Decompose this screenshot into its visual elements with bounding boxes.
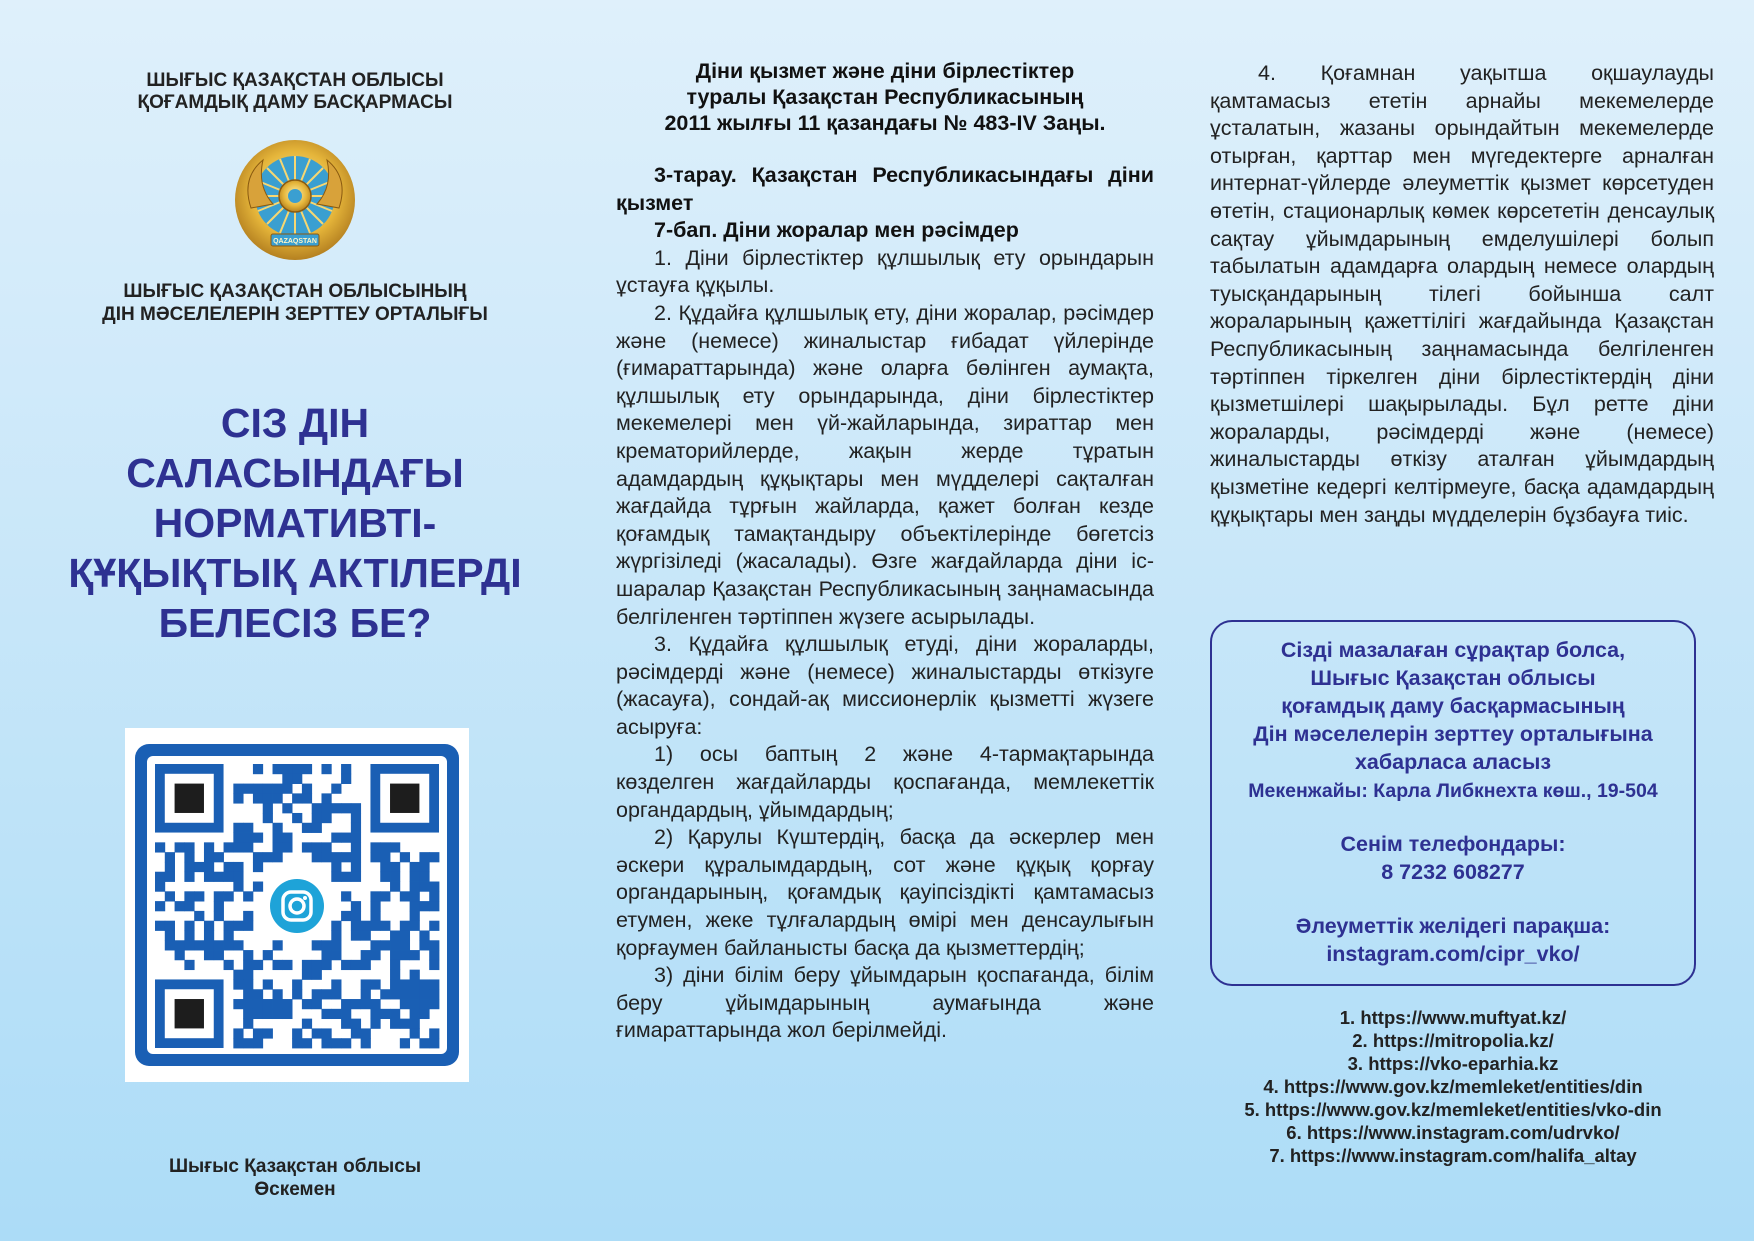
org-header-line-1: ШЫҒЫС ҚАЗАҚСТАН ОБЛЫСЫ xyxy=(146,70,444,91)
headline-line-1: СІЗ ДІН xyxy=(220,400,370,446)
headline-line-4: ҚҰҚЫҚТЫҚ АКТІЛЕРДІ xyxy=(68,550,522,596)
law-subitem-3: 3) діни білім беру ұйымдарын қоспағанда, білім беру ұйымдарының аумағында және ғимараттарында жол берілмейді. xyxy=(616,963,1154,1043)
law-paragraph-2: 2. Құдайға құлшылық ету, діни жоралар, рәсімдер және (немесе) жиналыстар ғибадат үйлерінде (ғимараттарында) және оларға бөлінген аумақта, құлшылық ету орындарында, діни бірлестіктер мекемелері мен үй-жайларында, зираттар мен крематорийлерде, жақын жерде тұратын адамдардың құқықтары мен мүдделері сақталған жағдайда тұрғын жайларда, қажет болған кезде қоғамдық тамақтандыру объектілерінде бөгетсіз жүргізіледі (жасалады). Өзге жағдайларда діни іс-шаралар Қазақстан Республикасының заңнамасында белгіленген тәртіппен жүзеге асырылады. xyxy=(616,300,1154,629)
link-item[interactable]: 6. https://www.instagram.com/udrvko/ xyxy=(1286,1122,1620,1143)
contact-address: Мекенжайы: Карла Либкнехта көш., 19-504 xyxy=(1248,780,1658,802)
article-heading: 7-бап. Діни жоралар мен рәсімдер xyxy=(654,218,1019,243)
instagram-icon xyxy=(270,879,324,933)
social-label: Әлеуметтік желідегі парақша: xyxy=(1295,914,1611,938)
law-title-line-1: Діни қызмет және діни бірлестіктер xyxy=(695,59,1075,83)
law-title xyxy=(616,58,1154,136)
law-paragraph-3: 3. Құдайға құлшылық етуді, діни жораларды, рәсімдерді және (немесе) жиналыстарды өткізуге (жасауға), сондай-ақ миссионерлік қызметті жүзеге асыруға: xyxy=(616,632,1154,739)
center-title-line-2: ДІН МӘСЕЛЕЛЕРІН ЗЕРТТЕУ ОРТАЛЫҒЫ xyxy=(102,304,488,325)
headline-line-3: НОРМАТИВТІ- xyxy=(153,500,437,546)
headline-line-5: БЕЛЕСІЗ БЕ? xyxy=(158,600,432,646)
phone-number[interactable]: 8 7232 608277 xyxy=(1381,860,1525,884)
phone-label: Сенім телефондары: xyxy=(1340,832,1566,856)
emblem-text: QAZAQSTAN xyxy=(273,238,317,245)
headline-line-2: САЛАСЫНДАҒЫ xyxy=(126,450,464,496)
left-panel xyxy=(40,0,550,1241)
contact-lead-line-5: хабарласа аласыз xyxy=(1354,750,1552,774)
right-panel xyxy=(1210,60,1714,1166)
organization-header xyxy=(40,70,550,114)
headline xyxy=(40,398,550,648)
law-paragraph-4: 4. Қоғамнан уақытша оқшаулауды қамтамасыз ететін арнайы мекемелерде ұсталатын, жазаны орындайтын мекемелерде отырған, қарттар мен мүгедектерге арналған интернат-үйлерде әлеуметтік қызмет көрсетуден өтетін, стационарлық көмек көрсететін денсаулық сақтау ұйымдарының емделушілері болып табылатын адамдарға олардың немесе олардың туысқандарының тілегі бойынша салт жораларының қажеттілігі жағдайында Қазақстан Республикасының заңнамасында белгіленген тәртіппен тіркелген діни бірлестіктердің діни қызметшілері шақырылады. Бұл ретте діни жораларды, рәсімдерді және (немесе) жиналыстарды өткізу аталған ұйымдардың қызметіне кедергі келтірмеуге, басқа адамдардың құқықтары мен заңды мүдделерін бұзбауға тиіс. xyxy=(1210,61,1714,527)
link-item[interactable]: 5. https://www.gov.kz/memleket/entities/vko-din xyxy=(1244,1099,1662,1120)
link-item[interactable]: 7. https://www.instagram.com/halifa_altay xyxy=(1269,1145,1637,1166)
instagram-link[interactable]: instagram.com/cipr_vko/ xyxy=(1326,942,1580,966)
qr-code-icon[interactable] xyxy=(125,728,469,1082)
contact-lead-line-2: Шығыс Қазақстан облысы xyxy=(1310,666,1596,690)
law-subitem-2: 2) Қарулы Күштердің, басқа да әскерлер мен әскери құралымдардың, сот және құқық қорғау органдарының, қоғамдық қауіпсіздікті қамтамасыз етумен, жеке тұлғалардың өмірі мен денсаулығын қорғаумен байланысты басқа да қызметтердің; xyxy=(616,825,1154,960)
footer-location xyxy=(40,1155,550,1201)
law-text-panel xyxy=(616,58,1154,1045)
center-title xyxy=(40,280,550,326)
footer-city-name: Өскемен xyxy=(254,1179,336,1200)
footer-region: Шығыс Қазақстан облысы xyxy=(168,1156,422,1177)
link-item[interactable]: 4. https://www.gov.kz/memleket/entities/din xyxy=(1263,1076,1643,1097)
law-title-line-2: туралы Қазақстан Республикасының xyxy=(686,85,1084,109)
center-title-line-1: ШЫҒЫС ҚАЗАҚСТАН ОБЛЫСЫНЫҢ xyxy=(123,281,467,302)
contact-lead-line-3: қоғамдық даму басқармасының xyxy=(1281,694,1625,718)
link-item[interactable]: 3. https://vko-eparhia.kz xyxy=(1347,1053,1559,1074)
link-item[interactable]: 2. https://mitropolia.kz/ xyxy=(1352,1030,1554,1051)
org-header-line-2: ҚОҒАМДЫҚ ДАМУ БАСҚАРМАСЫ xyxy=(137,92,453,113)
contact-box xyxy=(1210,620,1696,986)
link-item[interactable]: 1. https://www.muftyat.kz/ xyxy=(1339,1007,1567,1028)
kazakhstan-emblem-icon xyxy=(233,138,357,262)
law-subitem-1: 1) осы баптың 2 және 4-тармақтарында көзделген жағдайларды қоспағанда, мемлекеттік органдардың, ұйымдардың; xyxy=(616,742,1154,822)
contact-lead-line-1: Сізді мазалаған сұрақтар болса, xyxy=(1280,638,1626,662)
resource-links xyxy=(1210,1006,1696,1167)
chapter-heading: 3-тарау. Қазақстан Республикасындағы діни қызмет xyxy=(616,163,1154,215)
contact-lead-line-4: Дін мәселелерін зерттеу орталығына xyxy=(1253,722,1653,746)
law-paragraph-1: 1. Діни бірлестіктер құлшылық ету орындарын ұстауға құқылы. xyxy=(616,245,1154,298)
law-title-line-3: 2011 жылғы 11 қазандағы № 483-IV Заңы. xyxy=(664,111,1106,135)
